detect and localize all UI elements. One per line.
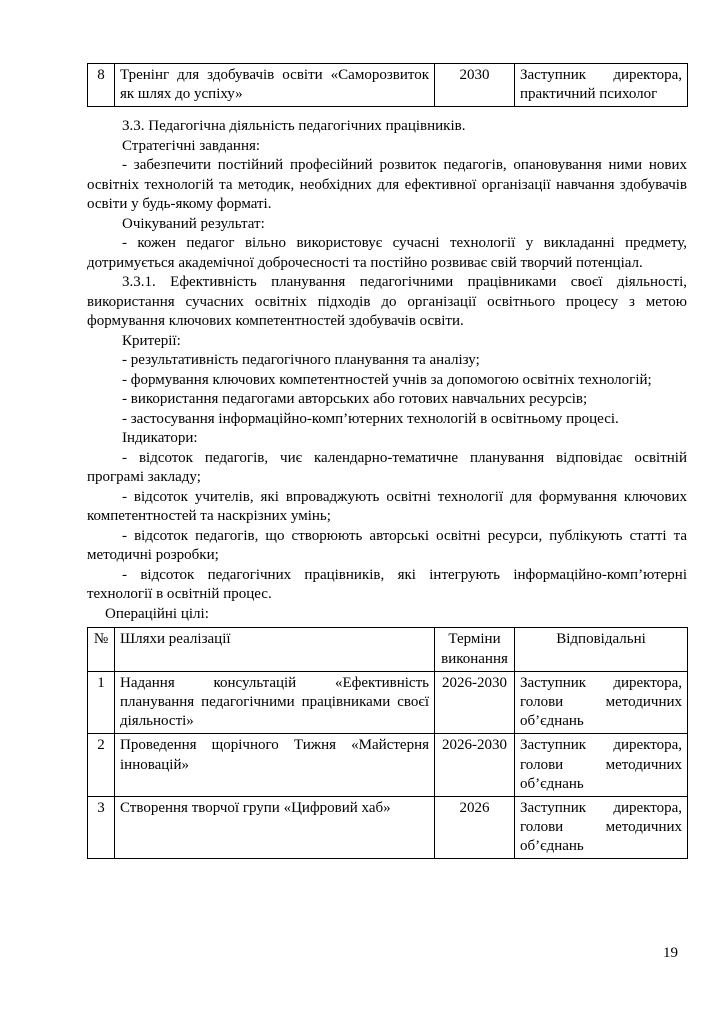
section-heading-3-3: 3.3. Педагогічна діяльність педагогічних працівників. [122, 118, 466, 135]
responsible-cell: Заступник директора, голови методичних об’єднань [515, 734, 688, 797]
responsible-cell: Заступник директора, голови методичних об’єднань [515, 671, 688, 734]
body-paragraph: - застосування інформаційно-комп’ютерних технологій в освітньому процесі. [122, 410, 619, 427]
way-cell: Проведення щорічного Тижня «Майстерня інновацій» [115, 734, 435, 797]
table-header-row [88, 628, 688, 671]
way-cell: Надання консультацій «Ефективність планування педагогічними працівниками своєї діяльності» [115, 671, 435, 734]
body-paragraph: - відсоток педагогічних працівників, які інтегрують інформаційно-комп’ютерні технології в освітній процес. [87, 566, 687, 603]
table-row-activity-8 [88, 64, 688, 107]
page-content [87, 63, 687, 859]
table-row-goal-2 [88, 734, 688, 797]
body-paragraph: - забезпечити постійний професійний розвиток педагогів, опановування ними нових освітніх технологій та методик, необхідних для ефективної організації навчання здобувачів освіти у будь-якому форматі. [87, 157, 687, 213]
body-paragraph: Стратегічні завдання: [122, 137, 261, 154]
responsible-cell: Заступник директора, голови методичних об’єднань [515, 796, 688, 859]
body-paragraph: Індикатори: [122, 430, 198, 447]
body-paragraph: - використання педагогами авторських або готових навчальних ресурсів; [122, 391, 588, 408]
term-cell: 2026-2030 [435, 671, 515, 734]
row-number-cell: 2 [88, 734, 115, 797]
activity-cell: Тренінг для здобувачів освіти «Саморозвиток як шлях до успіху» [115, 64, 435, 107]
body-paragraph: - кожен педагог вільно використовує сучасні технології у викладанні предмету, дотримується академічної доброчесності та постійно розвиває свій творчий потенціал. [87, 235, 687, 271]
body-paragraph: - відсоток педагогів, чиє календарно-тематичне планування відповідає освітній програмі закладу; [87, 449, 687, 486]
row-number-cell: 1 [88, 671, 115, 734]
operational-goals-label: Операційні цілі: [105, 605, 209, 622]
way-cell: Створення творчої групи «Цифровий хаб» [115, 796, 435, 859]
term-cell: 2026 [435, 796, 515, 859]
body-paragraph: - формування ключових компетентностей учнів за допомогою освітніх технологій; [122, 371, 652, 388]
page-number: 19 [663, 945, 678, 961]
body-paragraph: - відсоток педагогів, що створюють авторські освітні ресурси, публікують статті та методичні розробки; [87, 527, 687, 564]
table-row-goal-1 [88, 671, 688, 734]
body-text [87, 117, 687, 624]
activities-table-fragment [87, 63, 688, 107]
header-term: Терміни виконання [435, 628, 515, 671]
header-responsible: Відповідальні [515, 628, 688, 671]
row-number-cell: 3 [88, 796, 115, 859]
body-paragraph: - результативність педагогічного планування та аналізу; [122, 352, 480, 369]
term-cell: 2026-2030 [435, 734, 515, 797]
section-heading-3-3-1: 3.3.1. Ефективність планування педагогічними працівниками своєї діяльності, використання сучасних освітніх підходів до організації освітнього процесу з метою формування ключових компетентностей здобувачів освіти. [87, 274, 687, 330]
term-cell: 2030 [435, 64, 515, 107]
body-paragraph: - відсоток учителів, які впроваджують освітні технології для формування ключових компетентностей та наскрізних умінь; [87, 488, 687, 525]
header-ways: Шляхи реалізації [115, 628, 435, 671]
operational-goals-table [87, 627, 688, 859]
body-paragraph: Критерії: [122, 332, 181, 349]
table-row-goal-3 [88, 796, 688, 859]
body-paragraph: Очікуваний результат: [122, 215, 265, 232]
responsible-cell: Заступник директора, практичний психолог [515, 64, 688, 107]
header-number: № [88, 628, 115, 671]
row-number-cell: 8 [88, 64, 115, 107]
